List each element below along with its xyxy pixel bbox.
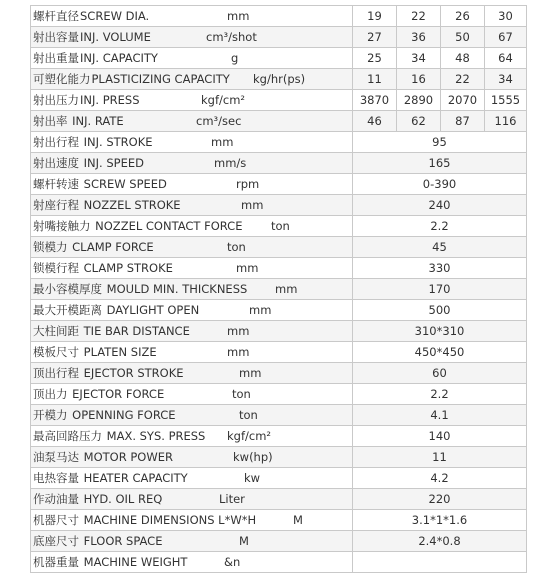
spec-unit: cm³/shot	[206, 30, 257, 44]
spec-value-cell: 140	[353, 426, 527, 447]
spec-label-cell	[31, 426, 353, 447]
spec-unit: ton	[239, 408, 258, 422]
spec-name-en: DAYLIGHT OPEN	[103, 303, 200, 317]
spec-name-zh: 作动油量	[33, 492, 79, 506]
spec-row	[31, 279, 527, 300]
spec-row	[31, 531, 527, 552]
spec-name-en: NOZZEL STROKE	[80, 198, 181, 212]
spec-name-en: SCREW DIA.	[80, 9, 150, 23]
spec-value-cell: 450*450	[353, 342, 527, 363]
spec-value-cell: 46	[353, 111, 397, 132]
spec-row	[31, 510, 527, 531]
spec-table	[30, 5, 527, 573]
spec-unit: g	[231, 51, 239, 65]
spec-value-cell: 2070	[441, 90, 485, 111]
spec-name-en: MACHINE DIMENSIONS L*W*H	[80, 513, 257, 527]
spec-name-en: INJ. RATE	[68, 114, 124, 128]
spec-name-zh: 射座行程	[33, 198, 79, 212]
spec-label-cell	[31, 27, 353, 48]
spec-value-cell: 170	[353, 279, 527, 300]
spec-value-cell: 22	[441, 69, 485, 90]
spec-name-zh: 射出行程	[33, 135, 79, 149]
spec-name-en: HEATER CAPACITY	[80, 471, 188, 485]
spec-row	[31, 384, 527, 405]
spec-label-cell	[31, 132, 353, 153]
spec-name-en: NOZZEL CONTACT FORCE	[91, 219, 243, 233]
spec-name-en: INJ. VOLUME	[80, 30, 151, 44]
spec-row	[31, 342, 527, 363]
spec-value-cell: 87	[441, 111, 485, 132]
spec-unit: kg/hr(ps)	[253, 72, 306, 86]
spec-value-cell: 0-390	[353, 174, 527, 195]
spec-label-cell	[31, 48, 353, 69]
spec-row	[31, 174, 527, 195]
spec-name-zh: 模板尺寸	[33, 345, 79, 359]
spec-name-zh: 射出压力	[33, 93, 79, 107]
spec-value-cell: 220	[353, 489, 527, 510]
spec-row	[31, 69, 527, 90]
spec-label-cell	[31, 174, 353, 195]
spec-name-zh: 最高回路压力	[33, 429, 102, 443]
spec-value-cell: 116	[485, 111, 527, 132]
spec-unit: ton	[232, 387, 251, 401]
spec-name-zh: 电热容量	[33, 471, 79, 485]
spec-value-cell: 48	[441, 48, 485, 69]
spec-name-en: INJ. STROKE	[80, 135, 153, 149]
spec-label-cell	[31, 69, 353, 90]
spec-unit: mm/s	[214, 156, 247, 170]
spec-label-cell	[31, 531, 353, 552]
spec-name-zh: 螺杆转速	[33, 177, 79, 191]
spec-value-cell: 11	[353, 447, 527, 468]
spec-label-cell	[31, 321, 353, 342]
spec-row	[31, 258, 527, 279]
spec-name-en: CLAMP STROKE	[80, 261, 173, 275]
spec-row	[31, 237, 527, 258]
spec-unit: mm	[227, 345, 250, 359]
spec-value-cell: 2.2	[353, 216, 527, 237]
spec-label-cell	[31, 279, 353, 300]
spec-row	[31, 90, 527, 111]
spec-unit: mm	[239, 366, 262, 380]
spec-label-cell	[31, 300, 353, 321]
spec-label-cell	[31, 552, 353, 573]
spec-unit: ton	[271, 219, 290, 233]
spec-label-cell	[31, 468, 353, 489]
spec-value-cell: 2.4*0.8	[353, 531, 527, 552]
spec-unit: cm³/sec	[196, 114, 242, 128]
spec-value-cell: 27	[353, 27, 397, 48]
spec-name-en: OPENNING FORCE	[68, 408, 176, 422]
spec-unit: mm	[227, 9, 250, 23]
spec-value-cell: 34	[397, 48, 441, 69]
spec-value-cell: 60	[353, 363, 527, 384]
spec-label-cell	[31, 216, 353, 237]
spec-value-cell: 2.2	[353, 384, 527, 405]
spec-value-cell: 500	[353, 300, 527, 321]
spec-value-cell: 4.1	[353, 405, 527, 426]
spec-name-en: MOTOR POWER	[80, 450, 173, 464]
spec-label-cell	[31, 405, 353, 426]
spec-label-cell	[31, 489, 353, 510]
spec-label-cell	[31, 510, 353, 531]
spec-row	[31, 216, 527, 237]
spec-name-en: PLATEN SIZE	[80, 345, 157, 359]
spec-unit: &n	[224, 555, 241, 569]
spec-value-cell: 30	[485, 6, 527, 27]
spec-unit: kw(hp)	[233, 450, 273, 464]
spec-label-cell	[31, 195, 353, 216]
spec-name-zh: 顶出力	[33, 387, 68, 401]
spec-unit: M	[239, 534, 249, 548]
spec-name-zh: 最大开模距离	[33, 303, 102, 317]
spec-label-cell	[31, 90, 353, 111]
spec-value-cell: 165	[353, 153, 527, 174]
spec-name-en: HYD. OIL REQ	[80, 492, 163, 506]
spec-name-en: MAX. SYS. PRESS	[103, 429, 206, 443]
spec-value-cell: 330	[353, 258, 527, 279]
spec-value-cell: 45	[353, 237, 527, 258]
spec-value-cell	[353, 552, 527, 573]
spec-value-cell: 19	[353, 6, 397, 27]
spec-row	[31, 48, 527, 69]
spec-unit: kgf/cm²	[201, 93, 246, 107]
spec-unit: mm	[236, 261, 259, 275]
spec-name-zh: 螺杆直径	[33, 9, 79, 23]
spec-name-zh: 机器重量	[33, 555, 79, 569]
spec-value-cell: 36	[397, 27, 441, 48]
spec-name-en: MACHINE WEIGHT	[80, 555, 188, 569]
spec-label-cell	[31, 237, 353, 258]
spec-value-cell: 50	[441, 27, 485, 48]
spec-name-zh: 大柱间距	[33, 324, 79, 338]
spec-row	[31, 426, 527, 447]
spec-row	[31, 405, 527, 426]
spec-value-cell: 3.1*1*1.6	[353, 510, 527, 531]
spec-name-zh: 油泵马达	[33, 450, 79, 464]
spec-name-zh: 底座尺寸	[33, 534, 79, 548]
spec-label-cell	[31, 111, 353, 132]
spec-value-cell: 64	[485, 48, 527, 69]
spec-name-zh: 射出速度	[33, 156, 79, 170]
spec-name-en: TIE BAR DISTANCE	[80, 324, 190, 338]
spec-unit: rpm	[236, 177, 260, 191]
spec-row	[31, 111, 527, 132]
spec-unit: M	[293, 513, 303, 527]
spec-row	[31, 468, 527, 489]
spec-name-en: FLOOR SPACE	[80, 534, 163, 548]
spec-value-cell: 310*310	[353, 321, 527, 342]
spec-name-en: CLAMP FORCE	[68, 240, 154, 254]
spec-name-zh: 射出容量	[33, 30, 79, 44]
spec-value-cell: 1555	[485, 90, 527, 111]
spec-unit: kgf/cm²	[227, 429, 272, 443]
spec-value-cell: 240	[353, 195, 527, 216]
spec-unit: ton	[227, 240, 246, 254]
spec-unit: mm	[275, 282, 298, 296]
spec-unit: Liter	[219, 492, 245, 506]
spec-row	[31, 489, 527, 510]
spec-name-zh: 顶出行程	[33, 366, 79, 380]
spec-label-cell	[31, 384, 353, 405]
spec-value-cell: 26	[441, 6, 485, 27]
spec-row	[31, 321, 527, 342]
spec-name-zh: 锁模行程	[33, 261, 79, 275]
spec-unit: mm	[241, 198, 264, 212]
spec-value-cell: 62	[397, 111, 441, 132]
spec-unit: mm	[211, 135, 234, 149]
spec-unit: mm	[249, 303, 272, 317]
spec-value-cell: 22	[397, 6, 441, 27]
spec-name-en: SCREW SPEED	[80, 177, 167, 191]
spec-name-zh: 锁模力	[33, 240, 68, 254]
spec-value-cell: 16	[397, 69, 441, 90]
spec-value-cell: 25	[353, 48, 397, 69]
spec-row	[31, 153, 527, 174]
spec-name-zh: 机器尺寸	[33, 513, 79, 527]
spec-value-cell: 4.2	[353, 468, 527, 489]
spec-name-en: INJ. SPEED	[80, 156, 144, 170]
spec-name-zh: 射出重量	[33, 51, 79, 65]
spec-row	[31, 6, 527, 27]
spec-name-en: INJ. CAPACITY	[80, 51, 158, 65]
spec-value-cell: 67	[485, 27, 527, 48]
spec-label-cell	[31, 363, 353, 384]
spec-unit: mm	[227, 324, 250, 338]
spec-name-zh: 射嘴接触力	[33, 219, 91, 233]
spec-row	[31, 447, 527, 468]
spec-value-cell: 3870	[353, 90, 397, 111]
spec-name-en: EJECTOR STROKE	[80, 366, 184, 380]
spec-row	[31, 552, 527, 573]
spec-row	[31, 132, 527, 153]
spec-name-en: MOULD MIN. THICKNESS	[103, 282, 248, 296]
spec-value-cell: 34	[485, 69, 527, 90]
spec-name-zh: 射出率	[33, 114, 68, 128]
spec-name-zh: 可塑化能力	[33, 72, 91, 86]
spec-row	[31, 195, 527, 216]
spec-row	[31, 300, 527, 321]
spec-name-zh: 最小容模厚度	[33, 282, 102, 296]
spec-name-zh: 开模力	[33, 408, 68, 422]
spec-value-cell: 95	[353, 132, 527, 153]
spec-label-cell	[31, 258, 353, 279]
spec-row	[31, 27, 527, 48]
spec-value-cell: 2890	[397, 90, 441, 111]
spec-label-cell	[31, 153, 353, 174]
spec-unit: kw	[244, 471, 261, 485]
spec-value-cell: 11	[353, 69, 397, 90]
spec-label-cell	[31, 447, 353, 468]
spec-name-en: INJ. PRESS	[80, 93, 140, 107]
spec-name-en: PLASTICIZING CAPACITY	[91, 72, 230, 86]
spec-name-en: EJECTOR FORCE	[68, 387, 165, 401]
spec-row	[31, 363, 527, 384]
spec-table-body	[31, 6, 527, 573]
spec-label-cell	[31, 342, 353, 363]
spec-label-cell	[31, 6, 353, 27]
